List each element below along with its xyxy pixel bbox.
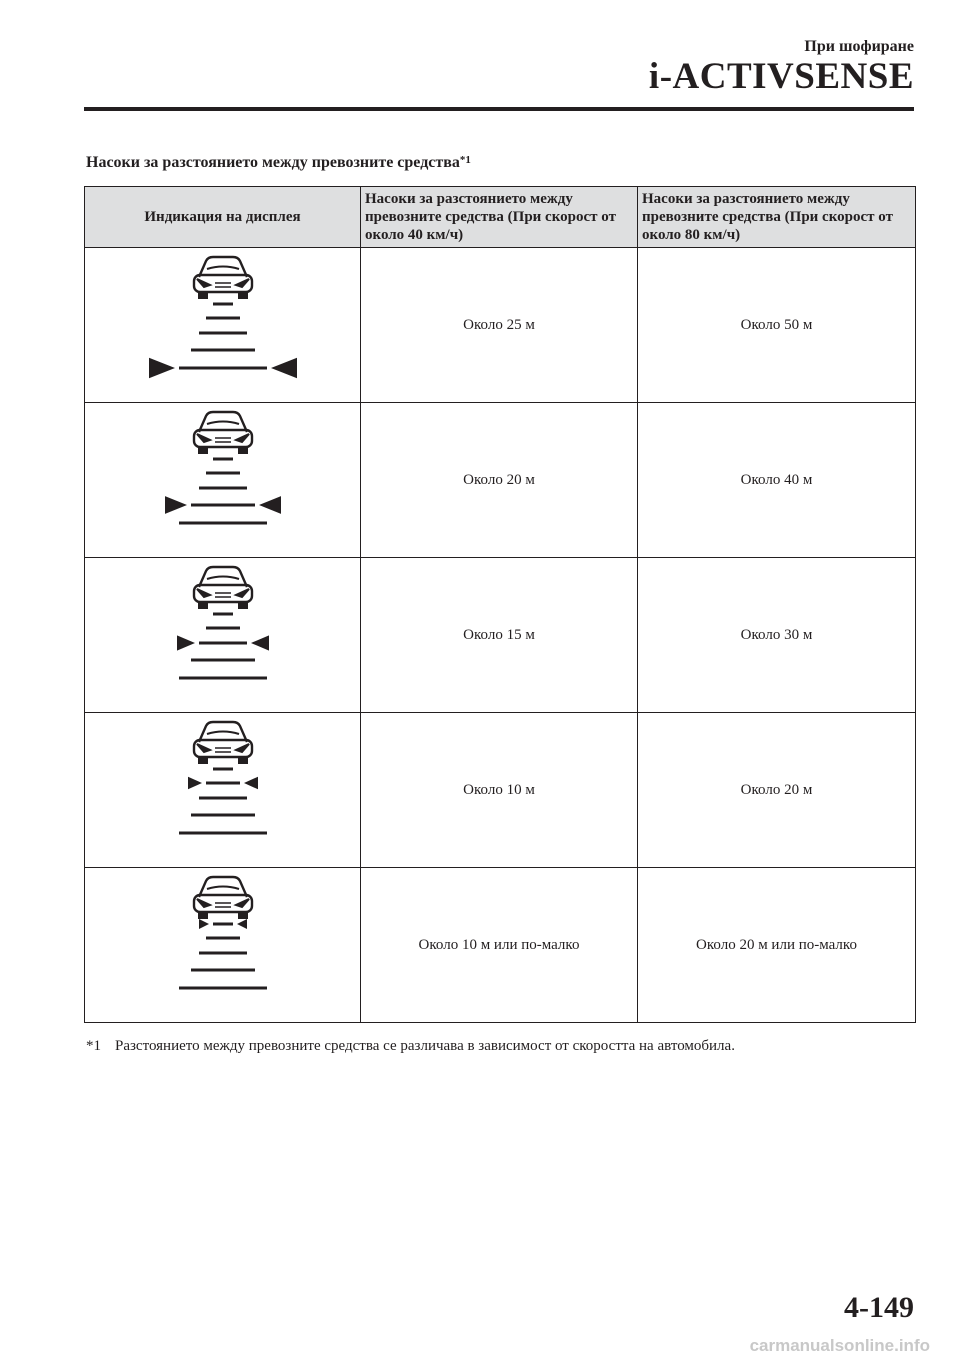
table-row (85, 248, 916, 403)
section-title-text: Насоки за разстоянието между превозните средства (86, 154, 460, 171)
footnote-mark: *1 (86, 1038, 101, 1054)
distance-80kmh-cell: Около 30 м (638, 558, 916, 713)
distance-80kmh-cell: Около 50 м (638, 248, 916, 403)
column-header-80kmh: Насоки за разстоянието между превозните средства (При скорост от около 80 км/ч) (638, 187, 916, 248)
indicator-cell (85, 713, 361, 868)
table-header-row (85, 187, 916, 248)
footnote (86, 1038, 735, 1055)
table-row (85, 868, 916, 1023)
distance-80kmh-cell: Около 20 м или по-малко (638, 868, 916, 1023)
column-header-40kmh: Насоки за разстоянието между превозните средства (При скорост от около 40 км/ч) (361, 187, 638, 248)
car-distance-indicator-icon (133, 720, 313, 860)
distance-table (84, 186, 916, 1023)
distance-80kmh-cell: Около 20 м (638, 713, 916, 868)
distance-80kmh-cell: Около 40 м (638, 403, 916, 558)
running-head: При шофиране (804, 38, 914, 55)
page-number: 4-149 (844, 1291, 914, 1324)
section-title (86, 154, 471, 172)
indicator-cell (85, 403, 361, 558)
car-distance-indicator-icon (133, 255, 313, 395)
table-row (85, 558, 916, 713)
indicator-cell (85, 558, 361, 713)
distance-40kmh-cell: Около 15 м (361, 558, 638, 713)
section-title-footnote-ref: *1 (459, 154, 471, 166)
table-row (85, 713, 916, 868)
header-rule (84, 107, 914, 111)
chapter-title: i-ACTIVSENSE (648, 56, 914, 97)
car-distance-indicator-icon (133, 565, 313, 705)
distance-40kmh-cell: Около 10 м или по-малко (361, 868, 638, 1023)
car-distance-indicator-icon (133, 875, 313, 1015)
car-distance-indicator-icon (133, 410, 313, 550)
table-row (85, 403, 916, 558)
distance-40kmh-cell: Около 20 м (361, 403, 638, 558)
indicator-cell (85, 868, 361, 1023)
column-header-display: Индикация на дисплея (85, 187, 361, 248)
distance-40kmh-cell: Около 25 м (361, 248, 638, 403)
distance-40kmh-cell: Около 10 м (361, 713, 638, 868)
indicator-cell (85, 248, 361, 403)
footnote-text: Разстоянието между превозните средства се различава в зависимост от скоростта на автомобила. (115, 1038, 735, 1054)
watermark: carmanualsonline.info (749, 1336, 930, 1355)
